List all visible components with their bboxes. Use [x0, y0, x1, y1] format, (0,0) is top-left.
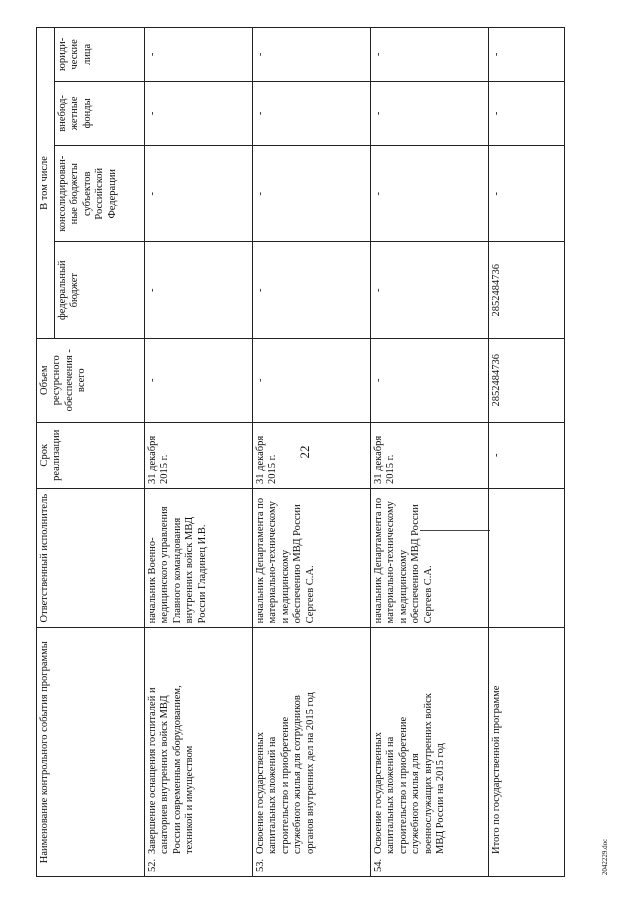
regional-cell: -: [145, 146, 253, 242]
total-cell: -: [371, 338, 489, 422]
responsible-cell: начальник Департамента по материально-техническому и медицинскому обеспечению МВД России Сергеев С.А.: [371, 488, 489, 627]
legal-cell: -: [145, 28, 253, 82]
regional-cell: -: [371, 146, 489, 242]
event-cell: [489, 628, 565, 877]
program-events-table: [36, 27, 565, 877]
responsible-cell: [489, 488, 565, 627]
federal-cell: -: [253, 242, 371, 338]
header-event: Наименование контрольного события программы: [37, 628, 145, 877]
regional-cell: -: [253, 146, 371, 242]
event-name: Завершение оснащения госпиталей и санаториев внутренних войск МВД России современным оборудованием, техникой и имуществом: [147, 685, 196, 854]
document-footer: 2042229.doc: [601, 838, 609, 876]
header-in-that: В том числе: [37, 28, 55, 339]
rotated-page: [36, 27, 596, 877]
table-row: [253, 28, 371, 877]
deadline-cell: -: [489, 422, 565, 488]
total-cell: -: [145, 338, 253, 422]
row-number: 54.: [373, 858, 384, 872]
row-number: 52.: [147, 858, 158, 872]
federal-cell: 2852484736: [489, 242, 565, 338]
event-cell: [253, 628, 371, 877]
header-total: Объем ресурсного обеспечения - всего: [37, 338, 145, 422]
federal-cell: -: [371, 242, 489, 338]
row-number: 53.: [255, 858, 266, 872]
header-deadline: Срок реализации: [37, 422, 145, 488]
offbudget-cell: -: [371, 81, 489, 145]
header-row: [37, 28, 55, 877]
responsible-cell: начальник Департамента по материально-техническому и медицинскому обеспечению МВД России Сергеев С.А.: [253, 488, 371, 627]
header-federal: федеральный бюджет: [55, 242, 145, 338]
total-cell: 2852484736: [489, 338, 565, 422]
table-row: [145, 28, 253, 877]
header-responsible: Ответственный исполнитель: [37, 488, 145, 627]
legal-cell: -: [489, 28, 565, 82]
deadline-cell: 31 декабря 2015 г.: [371, 422, 489, 488]
offbudget-cell: -: [253, 81, 371, 145]
deadline-cell: 31 декабря 2015 г.: [145, 422, 253, 488]
deadline-cell: 31 декабря 2015 г.: [253, 422, 371, 488]
event-name: Освоение государственных капитальных вложений на строительство и приобретение служебного жилья для военнослужащих внутренних войск МВД России на 2015 год: [373, 693, 446, 854]
header-legal: юриди-ческие лица: [55, 28, 145, 82]
header-regional: консолидирован-ные бюджеты субъектов Российской Федерации: [55, 146, 145, 242]
total-label: Итого по государственной программе: [491, 685, 502, 854]
total-row: [489, 28, 565, 877]
legal-cell: -: [253, 28, 371, 82]
total-cell: -: [253, 338, 371, 422]
table-row: [371, 28, 489, 877]
responsible-cell: начальник Военно-медицинского управления Главного командования внутренних войск МВД России Гладинец И.В.: [145, 488, 253, 627]
event-cell: [371, 628, 489, 877]
header-offbudget: внебюд-жетные фонды: [55, 81, 145, 145]
offbudget-cell: -: [489, 81, 565, 145]
event-name: Освоение государственных капитальных вложений на строительство и приобретение служебного жилья для сотрудников органов внутренних дел на 2015 год: [255, 692, 316, 854]
regional-cell: -: [489, 146, 565, 242]
legal-cell: -: [371, 28, 489, 82]
federal-cell: -: [145, 242, 253, 338]
offbudget-cell: -: [145, 81, 253, 145]
event-cell: [145, 628, 253, 877]
page-number: 22: [297, 445, 312, 459]
